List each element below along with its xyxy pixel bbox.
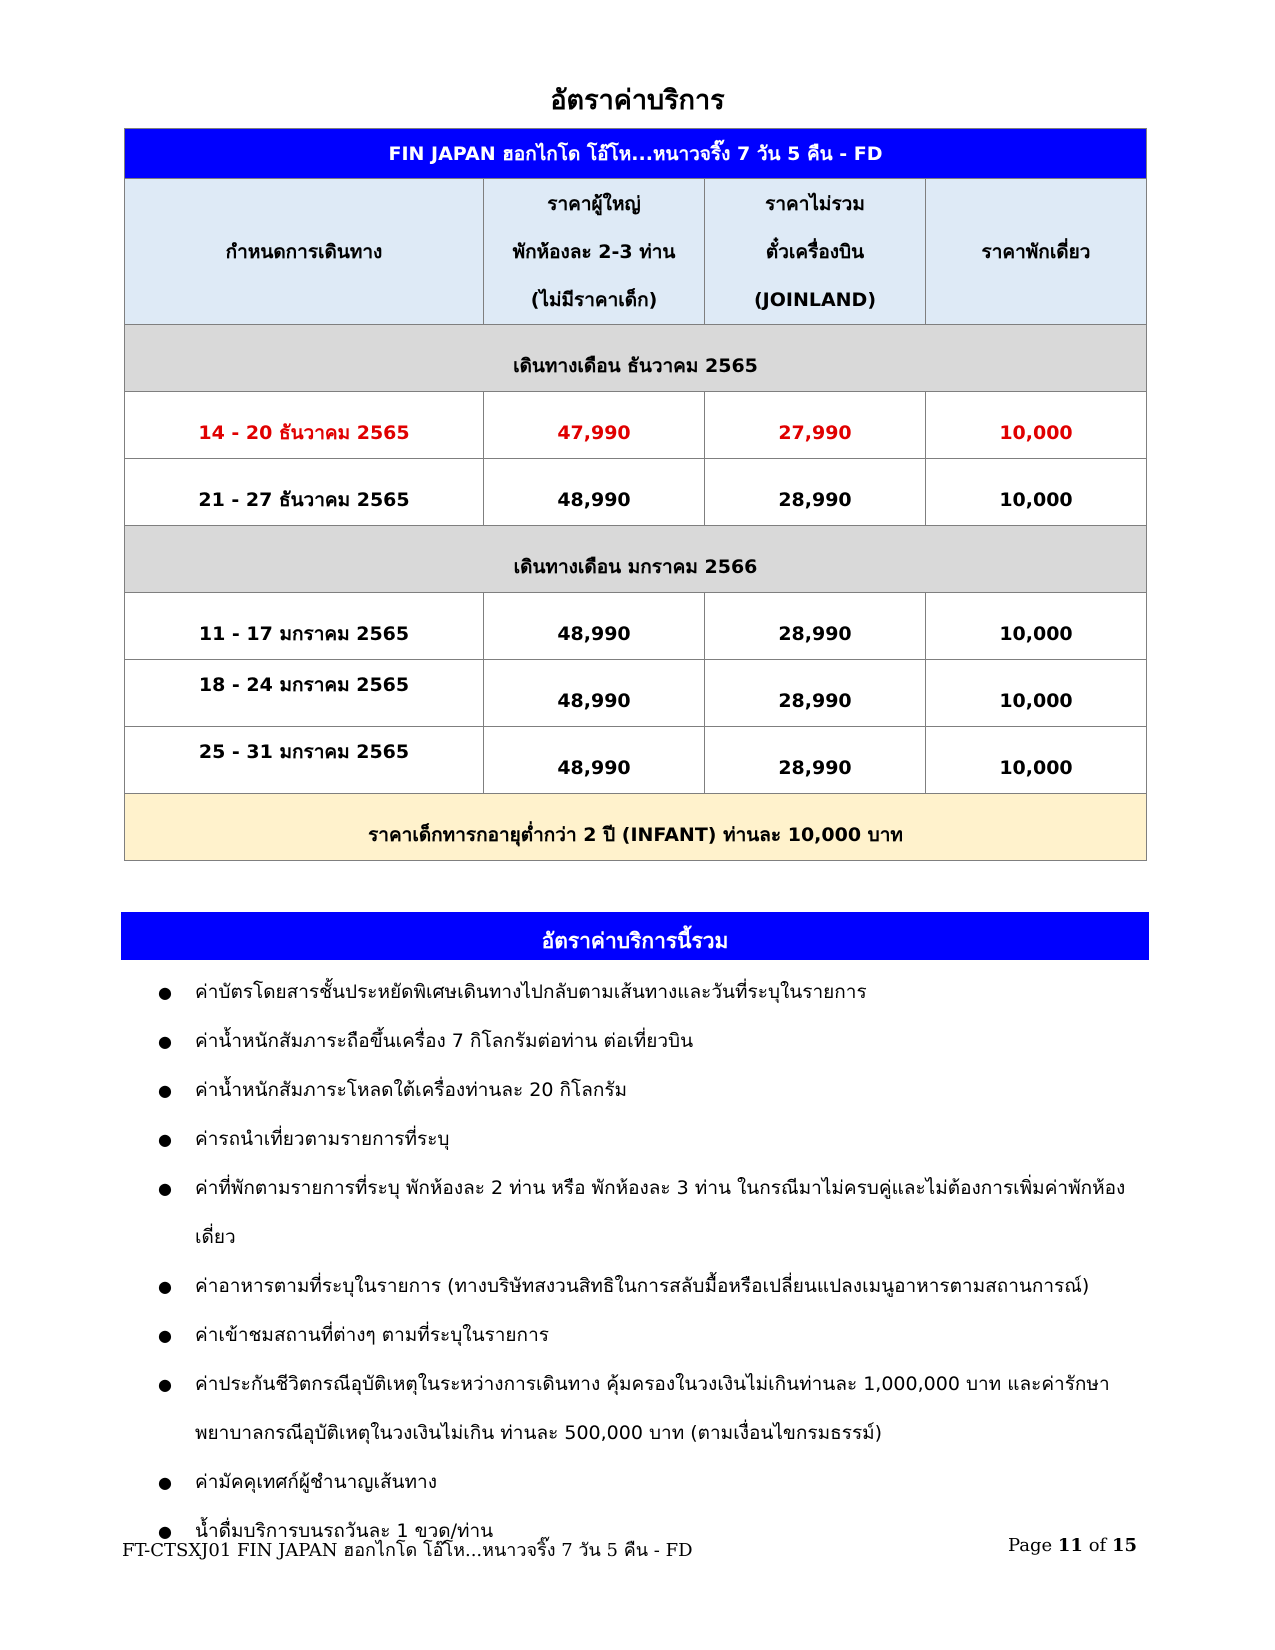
- list-item: ● ค่าบัตรโดยสารชั้นประหยัดพิเศษเดินทางไปกลับตามเส้นทางและวันที่ระบุในรายการ: [150, 968, 1140, 1017]
- list-item: ● ค่าอาหารตามที่ระบุในรายการ (ทางบริษัทสงวนสิทธิในการสลับมื้อหรือเปลี่ยนแปลงเมนูอาหารตามสถานการณ์): [150, 1262, 1140, 1311]
- row-joinland-price: 28,990: [705, 459, 926, 526]
- includes-list: [150, 968, 1140, 1556]
- bullet-icon: ●: [158, 1522, 172, 1541]
- of-word: of: [1088, 1535, 1107, 1556]
- month-label: เดินทางเดือน ธันวาคม 2565: [125, 325, 1147, 392]
- page-title: อัตราค่าบริการ: [550, 85, 725, 116]
- row-dates: 25 - 31 มกราคม 2565: [125, 727, 484, 794]
- infant-note: ราคาเด็กทารกอายุต่ำกว่า 2 ปี (INFANT) ท่านละ 10,000 บาท: [125, 794, 1147, 861]
- includes-title: อัตราค่าบริการนี้รวม: [121, 912, 1149, 960]
- header-joinland-line-3: (JOINLAND): [753, 288, 877, 311]
- row-joinland-price: 28,990: [705, 660, 926, 727]
- month-row-december: [125, 325, 1147, 392]
- table-row: [125, 392, 1147, 459]
- header-adult-line-3: (ไม่มีราคาเด็ก): [530, 288, 658, 311]
- page-current: 11: [1057, 1535, 1083, 1556]
- list-item: ● ค่าประกันชีวิตกรณีอุบัติเหตุในระหว่างการเดินทาง คุ้มครองในวงเงินไม่เกินท่านละ 1,000,000 บาท และค่ารักษาพยาบาลกรณีอุบัติเหตุในวงเงินไม่เกิน ท่านละ 500,000 บาท (ตามเงื่อนไขกรมธรรม์): [150, 1360, 1140, 1458]
- bullet-icon: ●: [158, 983, 172, 1002]
- list-item: ● ค่ามัคคุเทศก์ผู้ชำนาญเส้นทาง: [150, 1458, 1140, 1507]
- header-adult-line-2: พักห้องละ 2-3 ท่าน: [512, 240, 676, 263]
- bullet-icon: ●: [158, 1081, 172, 1100]
- row-adult-price: 48,990: [484, 660, 705, 727]
- bullet-icon: ●: [158, 1375, 172, 1394]
- table-row: [125, 459, 1147, 526]
- page-word: Page: [1007, 1535, 1053, 1556]
- row-adult-price: 47,990: [484, 392, 705, 459]
- bullet-icon: ●: [158, 1130, 172, 1149]
- header-adult-line-1: ราคาผู้ใหญ่: [547, 192, 641, 215]
- header-row: [125, 179, 1147, 325]
- bullet-icon: ●: [158, 1179, 172, 1198]
- row-joinland-price: 27,990: [705, 392, 926, 459]
- row-dates: 14 - 20 ธันวาคม 2565: [125, 392, 484, 459]
- header-single-price: ราคาพักเดี่ยว: [926, 179, 1147, 325]
- row-joinland-price: 28,990: [705, 593, 926, 660]
- row-dates: 11 - 17 มกราคม 2565: [125, 593, 484, 660]
- row-adult-price: 48,990: [484, 727, 705, 794]
- list-item: ● ค่าที่พักตามรายการที่ระบุ พักห้องละ 2 ท่าน หรือ พักห้องละ 3 ท่าน ในกรณีมาไม่ครบคู่และไม่ต้องการเพิ่มค่าพักห้องเดี่ยว: [150, 1164, 1140, 1262]
- tour-title-row: [125, 129, 1147, 179]
- price-table: [124, 128, 1147, 861]
- row-single-price: 10,000: [926, 660, 1147, 727]
- list-item: ● ค่าน้ำหนักสัมภาระโหลดใต้เครื่องท่านละ 20 กิโลกรัม: [150, 1066, 1140, 1115]
- row-adult-price: 48,990: [484, 459, 705, 526]
- page-total: 15: [1111, 1535, 1137, 1556]
- row-single-price: 10,000: [926, 593, 1147, 660]
- header-joinland-price: [705, 179, 926, 325]
- infant-row: [125, 794, 1147, 861]
- bullet-icon: ●: [158, 1032, 172, 1051]
- list-item: ● ค่าน้ำหนักสัมภาระถือขึ้นเครื่อง 7 กิโลกรัมต่อท่าน ต่อเที่ยวบิน: [150, 1017, 1140, 1066]
- list-item: ● น้ำดื่มบริการบนรถวันละ 1 ขวด/ท่าน: [150, 1507, 1140, 1556]
- table-row: [125, 660, 1147, 727]
- table-row: [125, 593, 1147, 660]
- row-joinland-price: 28,990: [705, 727, 926, 794]
- row-dates: 18 - 24 มกราคม 2565: [125, 660, 484, 727]
- footer-page-number: [1008, 1535, 1137, 1556]
- month-row-january: [125, 526, 1147, 593]
- header-joinland-line-1: ราคาไม่รวม: [765, 192, 865, 215]
- row-single-price: 10,000: [926, 727, 1147, 794]
- footer-tour-code: FT-CTSXJ01 FIN JAPAN ฮอกไกโด โอ๊โห...หนาวจริ๊ง 7 วัน 5 คืน - FD: [122, 1540, 693, 1561]
- table-row: [125, 727, 1147, 794]
- list-item: ● ค่าเข้าชมสถานที่ต่างๆ ตามที่ระบุในรายการ: [150, 1311, 1140, 1360]
- header-joinland-line-2: ตั๋วเครื่องบิน: [765, 240, 865, 263]
- row-single-price: 10,000: [926, 459, 1147, 526]
- month-label: เดินทางเดือน มกราคม 2566: [125, 526, 1147, 593]
- list-item: ● ค่ารถนำเที่ยวตามรายการที่ระบุ: [150, 1115, 1140, 1164]
- header-adult-price: [484, 179, 705, 325]
- row-dates: 21 - 27 ธันวาคม 2565: [125, 459, 484, 526]
- row-adult-price: 48,990: [484, 593, 705, 660]
- header-travel-dates: กำหนดการเดินทาง: [125, 179, 484, 325]
- row-single-price: 10,000: [926, 392, 1147, 459]
- bullet-icon: ●: [158, 1473, 172, 1492]
- bullet-icon: ●: [158, 1277, 172, 1296]
- tour-title: FIN JAPAN ฮอกไกโด โอ๊โห...หนาวจริ๊ง 7 วัน 5 คืน - FD: [125, 129, 1147, 179]
- bullet-icon: ●: [158, 1326, 172, 1345]
